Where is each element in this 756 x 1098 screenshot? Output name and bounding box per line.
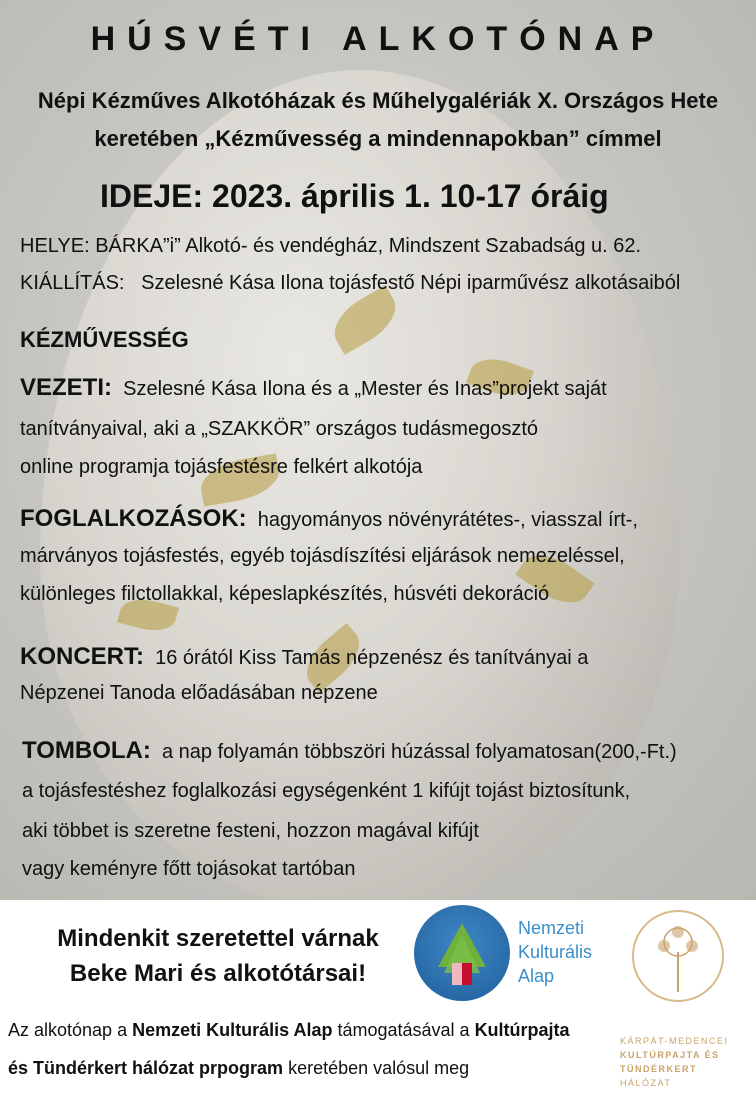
leader-line-3: online programja tojásfestésre felkért alkotója [20,456,423,478]
workshops-line-1 [20,505,638,533]
concert-label: KONCERT: [20,643,144,670]
raffle-text: a nap folyamán többszöri húzással folyamatosan(200,-Ft.) [162,741,677,763]
kp-logo-text-2: KULTÚRPAJTA ÉS [620,1050,720,1060]
leader-line-2: tanítványaival, aki a „SZAKKÖR” országos tudásmegosztó [20,418,539,440]
exhibition [20,272,680,295]
sponsor-line-2 [8,1058,469,1079]
welcome-line-2: Beke Mari és alkotótársai! [69,960,367,987]
nka-logo-text-2: Kulturális [518,942,593,962]
kp-logo-text-1: KÁRPÁT-MEDENCEI [620,1036,729,1046]
tree-icon [414,905,510,1001]
tree-of-life-icon [634,912,722,1000]
sponsor-text: keretében valósul meg [283,1058,470,1078]
exhibition-label: KIÁLLÍTÁS: [20,272,125,294]
leader-text: Szelesné Kása Ilona és a „Mester és Inas”projekt saját [123,378,607,400]
nka-logo-text-3: Alap [518,966,555,986]
venue: HELYE: BÁRKA”i” Alkotó- és vendégház, Mindszent Szabadság u. 62. [20,235,642,257]
nka-logo-icon [414,905,510,1001]
raffle-line-3: aki többet is szeretne festeni, hozzon magával kifújt [22,820,479,842]
workshops-line-3: különleges filctollakkal, képeslapkészítés, húsvéti dekoráció [20,583,550,605]
leader-label: VEZETI: [20,374,113,401]
raffle-label: TOMBOLA: [22,737,151,764]
event-date: IDEJE: 2023. április 1. 10-17 óráig [100,178,609,214]
sponsor-text: támogatásával a [332,1020,475,1040]
concert-text: 16 órától Kiss Tamás népzenész és tanítványai a [155,647,589,669]
raffle-line-1 [22,737,677,765]
concert-line-1 [20,643,588,671]
subtitle-line-1: Népi Kézműves Alkotóházak és Műhelygalériák X. Országos Hete [37,88,719,113]
kp-logo-text-3: TÜNDÉRKERT [620,1064,697,1074]
nka-logo-text-1: Nemzeti [518,918,585,938]
workshops-label: FOGLALKOZÁSOK: [20,505,247,532]
sponsor-kulturpajta: Kultúrpajta [474,1020,570,1040]
workshops-text: hagyományos növényrátétes-, viasszal írt-, [257,509,638,531]
subtitle-line-2: keretében „Kézművesség a mindennapokban” címmel [94,126,662,151]
leader-line-1 [20,374,607,402]
welcome-line-1: Mindenkit szeretettel várnak [57,925,379,952]
sponsor-program: és Tündérkert hálózat prpogram [8,1058,284,1078]
raffle-line-4: vagy keményre főtt tojásokat tartóban [22,858,356,880]
kp-logo-text-4: HÁLÓZAT [620,1078,672,1088]
workshops-line-2: márványos tojásfestés, egyéb tojásdíszítési eljárások nemezeléssel, [20,545,625,567]
kulturpajta-logo-icon [632,910,724,1002]
sponsor-line-1 [8,1020,570,1041]
sponsor-text: Az alkotónap a [8,1020,133,1040]
poster-title: HÚSVÉTI ALKOTÓNAP [90,20,666,58]
exhibition-text: Szelesné Kása Ilona tojásfestő Népi iparművész alkotásaiból [141,272,681,294]
raffle-line-2: a tojásfestéshez foglalkozási egységenként 1 kifújt tojást biztosítunk, [22,780,631,802]
concert-line-2: Népzenei Tanoda előadásában népzene [20,682,378,704]
sponsor-nka: Nemzeti Kulturális Alap [132,1020,333,1040]
crafts-heading: KÉZMŰVESSÉG [20,327,189,352]
